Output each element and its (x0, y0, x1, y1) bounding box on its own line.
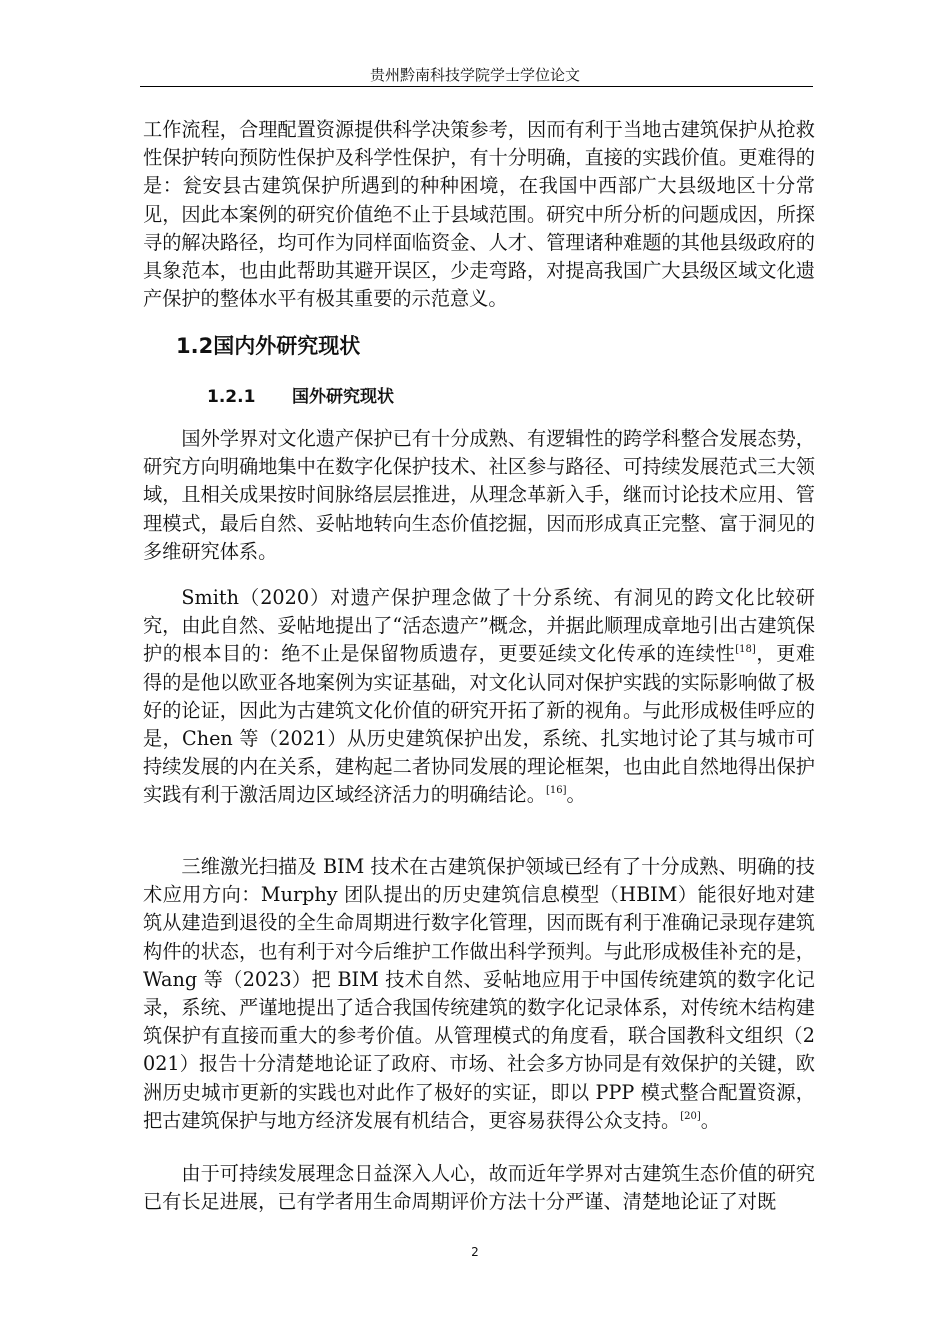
citation-ref: [18] (735, 644, 756, 656)
paragraph-smith-chen (143, 584, 815, 810)
subsection-title: 国外研究现状 (292, 387, 394, 407)
citation-ref: [16] (545, 785, 567, 797)
page-number: 2 (471, 1245, 479, 1259)
paragraph-text: ，更难得的是他以欧亚各地案例为实证基础，对文化认同对保护实践的实际影响做了极好的论证，因此为古建筑文化价值的研究开拓了新的视角。与此形成极佳呼应的是，Chen 等（2021）从历史建筑保护出发，系统、扎实地讨论了其与城市可持续发展的内在关系，建构起二者协同发展的理论框架，也由此自然地得出保护实践有利于激活周边区域经济活力的明确结论。 (143, 642, 816, 807)
paragraph-text: 三维激光扫描及 BIM 技术在古建筑保护领域已经有了十分成熟、明确的技术应用方向：Murphy 团队提出的历史建筑信息模型（HBIM）能很好地对建筑从建造到退役的全生命周期进行数字化管理，因而既有利于准确记录现存建筑构件的状态，也有利于对今后维护工作做出科学预判。与此形成极佳补充的是，Wang 等（2023）把 BIM 技术自然、妥帖地应用于中国传统建筑的数字化记录，系统、严谨地提出了适合我国传统建筑的数字化记录体系，对传统木结构建筑保护有直接而重大的参考价值。从管理模式的角度看，联合国教科文组织（2021）报告十分清楚地论证了政府、市场、社会多方协同是有效保护的关键，欧洲历史城市更新的实践也对此作了极好的实证，即以 PPP 模式整合配置资源，把古建筑保护与地方经济发展有机结合，更容易获得公众支持。 (143, 855, 815, 1132)
paragraph-text: Smith（2020）对遗产保护理念做了十分系统、有洞见的跨文化比较研究，由此自然、妥帖地提出了“活态遗产”概念，并据此顺理成章地引出古建筑保护的根本目的：绝不止是保留物质遗存，更要延续文化传承的连续性 (143, 586, 815, 666)
paragraph-overview: 国外学界对文化遗产保护已有十分成熟、有逻辑性的跨学科整合发展态势，研究方向明确地集中在数字化保护技术、社区参与路径、可持续发展范式三大领域，且相关成果按时间脉络层层推进，从理念革新入手，继而讨论技术应用、管理模式，最后自然、妥帖地转向生态价值挖掘，因而形成真正完整、富于洞见的多维研究体系。 (143, 427, 815, 563)
citation-ref: [20] (680, 1110, 701, 1122)
subsection-number: 1.2.1 (207, 387, 256, 407)
running-header: 贵州黔南科技学院学士学位论文 (369, 66, 580, 84)
section-heading: 1.2国内外研究现状 (176, 334, 361, 358)
subsection-heading (207, 385, 394, 409)
header-rule (140, 86, 813, 87)
paragraph-bim (143, 853, 815, 1135)
paragraph-intro-continued: 工作流程，合理配置资源提供科学决策参考，因而有利于当地古建筑保护从抢救性保护转向预防性保护及科学性保护，有十分明确，直接的实践价值。更难得的是：瓮安县古建筑保护所遇到的种种困境，在我国中西部广大县级地区十分常见，因此本案例的研究价值绝不止于县域范围。研究中所分析的问题成因，所探寻的解决路径，均可作为同样面临资金、人才、管理诸种难题的其他县级政府的具象范本，也由此帮助其避开误区，少走弯路，对提高我国广大县级区域文化遗产保护的整体水平有极其重要的示范意义。 (143, 118, 815, 311)
paragraph-text: 。 (700, 1108, 720, 1132)
paragraph-text: 。 (566, 783, 586, 807)
paragraph-sustainability: 由于可持续发展理念日益深入人心，故而近年学界对古建筑生态价值的研究已有长足进展，已有学者用生命周期评价方法十分严谨、清楚地论证了对既 (143, 1162, 815, 1214)
